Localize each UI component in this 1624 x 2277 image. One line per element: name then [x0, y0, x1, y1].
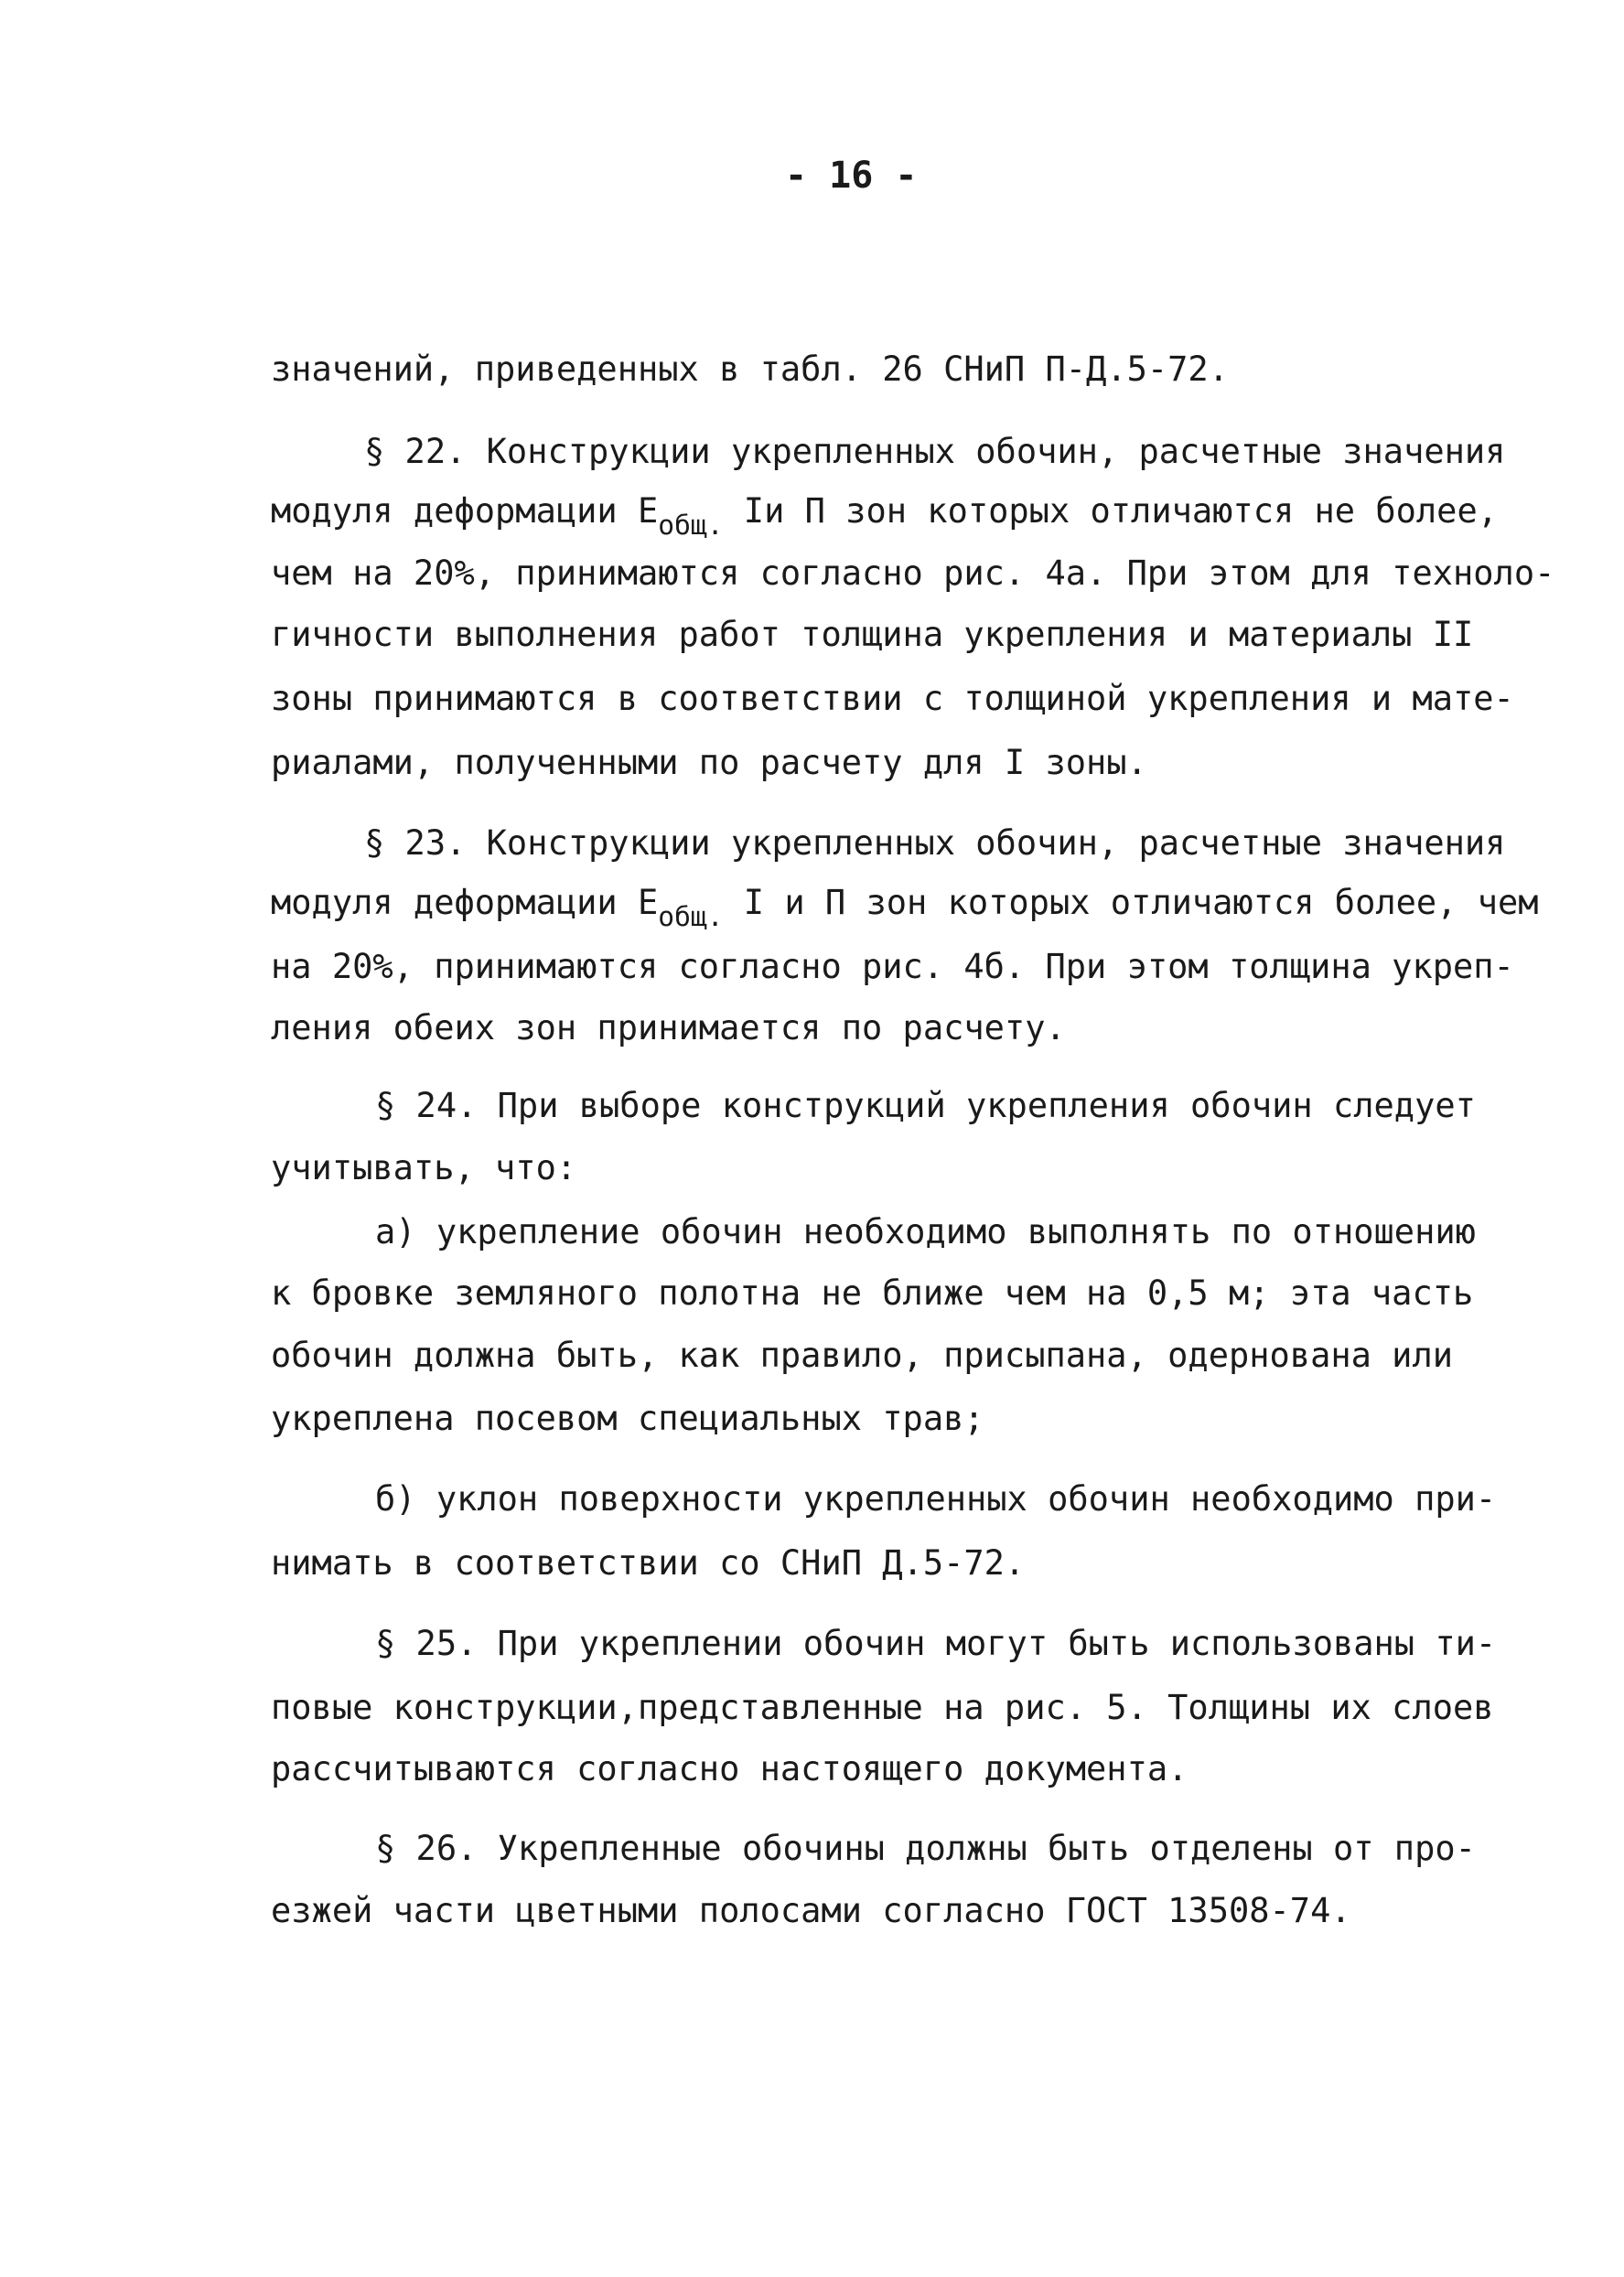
- text-segment: модуля деформации E: [271, 883, 659, 922]
- list-item-a: а) укрепление обочин необходимо выполнять по отношению: [375, 1212, 1476, 1251]
- text-line: гичности выполнения работ толщина укрепления и материалы II: [271, 615, 1474, 654]
- text-line: рассчитываются согласно настоящего документа.: [271, 1749, 1188, 1788]
- text-line: ления обеих зон принимается по расчету.: [271, 1008, 1066, 1047]
- paragraph-26-start: § 26. Укрепленные обочины должны быть отделены от про-: [375, 1829, 1476, 1868]
- text-line-with-subscript: [271, 883, 1539, 933]
- text-line: повые конструкции,представленные на рис. 5. Толщины их слоев: [271, 1688, 1494, 1727]
- paragraph-22-start: § 22. Конструкции укрепленных обочин, расчетные значения: [364, 432, 1506, 471]
- text-line: чем на 20%, принимаются согласно рис. 4а. При этом для техноло-: [271, 553, 1555, 593]
- text-segment: Iи П зон которых отличаются не более,: [723, 491, 1499, 531]
- text-line: на 20%, принимаются согласно рис. 4б. При этом толщина укреп-: [271, 947, 1514, 986]
- subscript-general: общ.: [658, 901, 724, 933]
- text-line: значений, приведенных в табл. 26 СНиП П-Д.5-72.: [271, 349, 1229, 389]
- text-line: зоны принимаются в соответствии с толщиной укрепления и мате-: [271, 679, 1514, 718]
- text-line-with-subscript: [271, 491, 1499, 542]
- text-line: учитывать, что:: [271, 1148, 577, 1187]
- list-item-b: б) уклон поверхности укрепленных обочин необходимо при-: [375, 1479, 1497, 1519]
- subscript-general: общ.: [658, 510, 724, 542]
- text-line: обочин должна быть, как правило, присыпана, одернована или: [271, 1336, 1454, 1375]
- page-number: - 16 -: [785, 155, 918, 197]
- text-line: к бровке земляного полотна не ближе чем на 0,5 м; эта часть: [271, 1273, 1474, 1313]
- paragraph-24-start: § 24. При выборе конструкций укрепления обочин следует: [375, 1086, 1476, 1125]
- text-line: езжей части цветными полосами согласно ГОСТ 13508-74.: [271, 1891, 1351, 1930]
- text-line: нимать в соответствии со СНиП Д.5-72.: [271, 1543, 1026, 1583]
- text-line: риалами, полученными по расчету для I зоны.: [271, 743, 1147, 782]
- paragraph-23-start: § 23. Конструкции укрепленных обочин, расчетные значения: [364, 823, 1506, 863]
- text-line: укреплена посевом специальных трав;: [271, 1399, 984, 1438]
- text-segment: модуля деформации E: [271, 491, 659, 531]
- paragraph-25-start: § 25. При укреплении обочин могут быть использованы ти-: [375, 1624, 1497, 1663]
- text-segment: I и П зон которых отличаются более, чем: [723, 883, 1539, 922]
